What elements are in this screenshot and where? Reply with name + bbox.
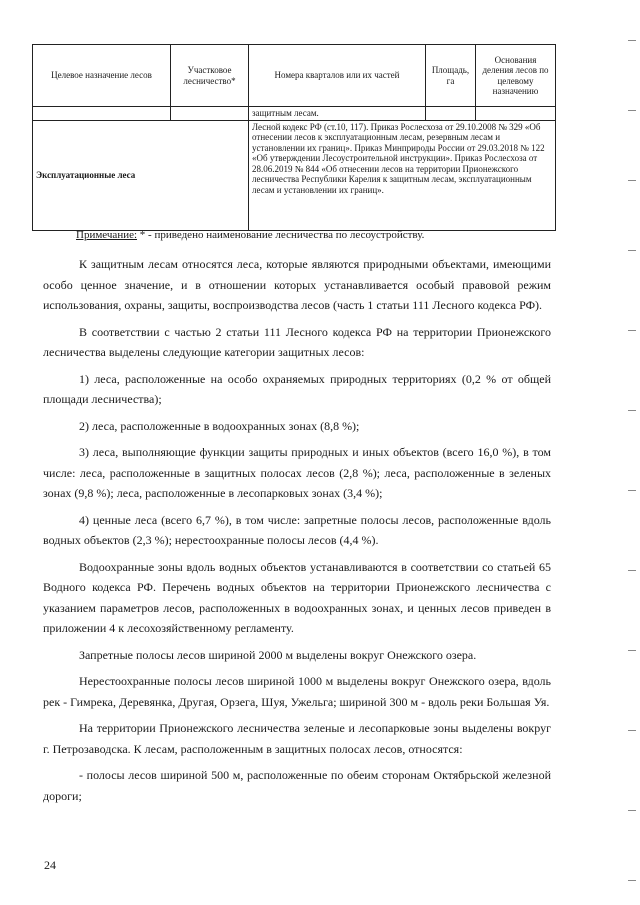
paragraph: Нерестоохранные полосы лесов шириной 1000 м выделены вокруг Онежского озера, вдоль рек - Гимрека, Деревянка, Другая, Орзега, Шуя, Ужельга; шириной 300 м - вдоль реки Большая Уя. bbox=[43, 674, 551, 709]
list-item: 1) леса, расположенные на особо охраняемых природных территориях (0,2 % от общей площади лесничества); bbox=[43, 371, 551, 406]
table-row bbox=[33, 107, 556, 121]
documents-cell: Лесной кодекс РФ (ст.10, 117). Приказ Рослесхоза от 29.10.2008 № 329 «Об отнесении лесов к эксплуатационным лесам, резервным лесам и установлении их границ». Приказ Минприроды России от 29.03.2018 № 122 «Об утверждении Лесоустроительной инструкции». Приказ Рослесхоза от 28.06.2019 № 844 «Об отнесении лесов на территории Прионежского лесничества Республики Карелия к защитным лесам, эксплуатационным лесам и установлении их границ». bbox=[249, 120, 556, 230]
list-item: 3) леса, выполняющие функции защиты природных и иных объектов (всего 16,0 %), в том числе: леса, расположенные в защитных полосах лесов (2,8 %); леса, расположенные в зеленых зонах (9,8 %); леса, расположенные в лесопарковых зонах (3,4 %); bbox=[43, 445, 551, 500]
paragraph: На территории Прионежского лесничества зеленые и лесопарковые зоны выделены вокруг г. Петрозаводска. К лесам, расположенным в защитных полосах лесов, относятся: bbox=[43, 721, 551, 756]
list-item: 4) ценные леса (всего 6,7 %), в том числе: запретные полосы лесов, расположенные вдоль водных объектов (2,3 %); нерестоохранные полосы лесов (4,4 %). bbox=[43, 512, 551, 547]
paragraph: - полосы лесов шириной 500 м, расположенные по обеим сторонам Октябрьской железной дороги; bbox=[43, 768, 551, 803]
table-header-row bbox=[33, 45, 556, 107]
table-row bbox=[33, 120, 556, 230]
header-area: Площадь, га bbox=[426, 45, 476, 107]
scan-margin-marks bbox=[624, 0, 636, 905]
header-basis: Основания деления лесов по целевому назначению bbox=[476, 45, 556, 107]
header-purpose: Целевое назначение лесов bbox=[33, 45, 171, 107]
paragraph: В соответствии с частью 2 статьи 111 Лесного кодекса РФ на территории Прионежского лесничества выделены следующие категории защитных лесов: bbox=[43, 324, 551, 359]
purpose-cell: Эксплуатационные леса bbox=[33, 120, 249, 230]
note-text: * - приведено наименование лесничества по лесоустройству. bbox=[137, 229, 425, 241]
paragraph: К защитным лесам относятся леса, которые являются природными объектами, имеющими особо ценное значение, и в отношении которых устанавливается особый правовой режим использования, охраны, защиты, воспроизводства лесов (часть 1 статьи 111 Лесного кодекса РФ). bbox=[43, 257, 551, 312]
forest-purpose-table bbox=[32, 44, 556, 231]
list-item: 2) леса, расположенные в водоохранных зонах (8,8 %); bbox=[79, 418, 360, 433]
body-text bbox=[43, 254, 551, 812]
continuation-cell: защитным лесам. bbox=[249, 107, 426, 121]
paragraph: Запретные полосы лесов шириной 2000 м выделены вокруг Онежского озера. bbox=[79, 647, 477, 662]
table-note bbox=[76, 229, 424, 241]
page-number: 24 bbox=[44, 858, 56, 872]
paragraph: Водоохранные зоны вдоль водных объектов устанавливаются в соответствии со статьей 65 Водного кодекса РФ. Перечень водных объектов на территории Прионежского лесничества с указанием параметров лесов, расположенных в водоохранных зонах, и ценных лесов приведен в приложении 4 к лесохозяйственному регламенту. bbox=[43, 559, 551, 635]
note-label: Примечание: bbox=[76, 229, 138, 241]
header-quarters: Номера кварталов или их частей bbox=[249, 45, 426, 107]
header-district: Участковое лесничество* bbox=[171, 45, 249, 107]
